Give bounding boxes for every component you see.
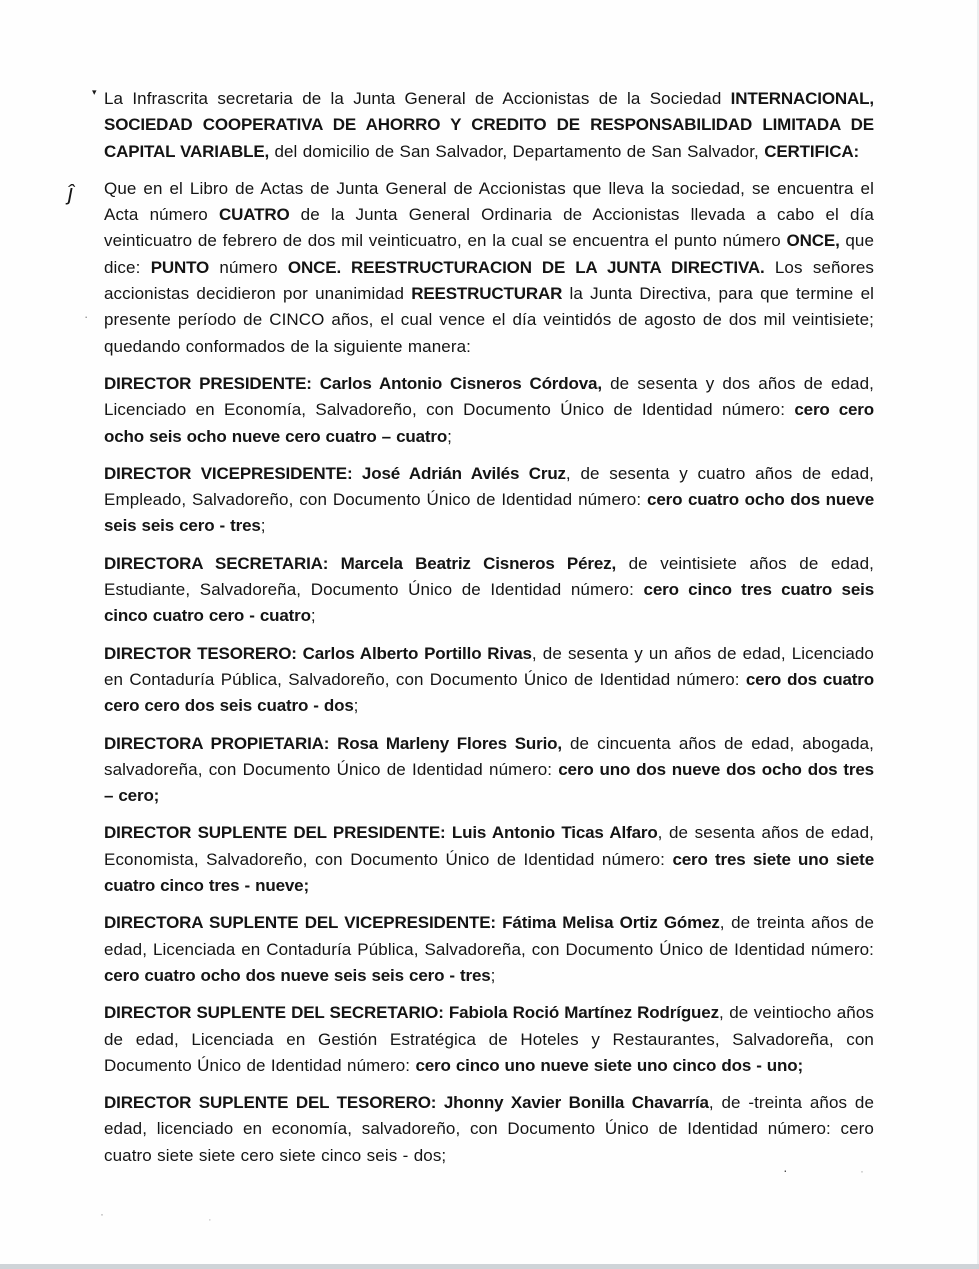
bold-text-run: DIRECTORA SUPLENTE DEL VICEPRESIDENTE: Fátima Melisa Ortiz Gómez	[104, 913, 720, 933]
bold-text-run: DIRECTOR TESORERO: Carlos Alberto Portillo Rivas	[104, 643, 532, 663]
bold-text-run: ONCE. REESTRUCTURACION DE LA JUNTA DIRECTIVA.	[287, 257, 765, 277]
text-run: de cincuenta años de edad, abogada, salvadoreña, con Documento Único de Identidad número:	[104, 733, 875, 779]
bold-text-run: DIRECTOR SUPLENTE DEL TESORERO: Jhonny Xavier Bonilla Chavarría	[104, 1093, 709, 1113]
text-run: ;	[353, 696, 359, 716]
text-run: ;	[447, 426, 452, 446]
bold-text-run: cero cuatro ocho dos nueve seis seis cero - tres	[104, 490, 875, 536]
text-run: , de sesenta y cuatro años de edad, Empleado, Salvadoreño, con Documento Único de Identidad número:	[104, 463, 874, 510]
paragraph	[104, 820, 874, 899]
bold-text-run: DIRECTOR SUPLENTE DEL PRESIDENTE: Luis Antonio Ticas Alfaro	[104, 823, 658, 843]
paragraph	[104, 1000, 874, 1079]
bold-text-run: ONCE,	[786, 231, 840, 251]
text-run: que dice:	[104, 231, 874, 277]
bold-text-run: DIRECTOR SUPLENTE DEL SECRETARIO: Fabiola Roció Martínez Rodríguez	[104, 1003, 719, 1023]
text-run: , de sesenta y un años de edad, Licenciado en Contaduría Pública, Salvadoreño, con Documento Único de Identidad número:	[104, 643, 874, 689]
bold-text-run: CERTIFICA:	[764, 141, 860, 161]
bold-text-run: DIRECTORA PROPIETARIA: Rosa Marleny Flores Surio,	[104, 733, 562, 753]
speck-mark: ·	[84, 309, 89, 324]
scan-edge-bottom	[0, 1264, 979, 1269]
speck-mark: ·	[100, 1207, 104, 1221]
bold-text-run: DIRECTOR PRESIDENTE: Carlos Antonio Cisneros Córdova,	[104, 373, 602, 393]
bold-text-run: REESTRUCTURAR	[411, 284, 563, 304]
text-run: del domicilio de San Salvador, Departamento de San Salvador,	[269, 141, 765, 161]
bold-text-run: DIRECTOR VICEPRESIDENTE: José Adrián Avilés Cruz	[104, 463, 566, 483]
text-run: La Infrascrita secretaria de la Junta General de Accionistas de la Sociedad	[104, 89, 731, 108]
paragraph	[104, 910, 874, 989]
pen-stroke-mark: ĵ	[68, 180, 73, 205]
document-body	[104, 86, 874, 1180]
text-run: , de veintiocho años de edad, Licenciada en Gestión Estratégica de Hoteles y Restaurantes, Salvadoreña, con Documento Único de Identidad número:	[104, 1003, 875, 1075]
bold-text-run: cero cinco tres cuatro seis cinco cuatro cero - cuatro	[104, 580, 874, 626]
paragraph	[104, 176, 874, 360]
bold-text-run: cero cero ocho seis ocho nueve cero cuatro – cuatro	[104, 400, 874, 446]
bold-text-run: PUNTO	[150, 257, 210, 277]
bold-text-run: cero cuatro ocho dos nueve seis seis cero - tres	[104, 965, 491, 985]
text-run: de veintisiete años de edad, Estudiante, Salvadoreña, Documento Único de Identidad número:	[104, 553, 874, 600]
speck-mark: ·	[860, 1164, 864, 1178]
text-run: Los señores accionistas decidieron por unanimidad	[104, 257, 875, 304]
text-run: número	[209, 257, 288, 277]
text-run: de la Junta General Ordinaria de Accionistas llevada a cabo el día veinticuatro de febrero de dos mil veinticuatro, en la cual se encuentra el punto número	[104, 205, 874, 251]
text-run: ;	[310, 606, 316, 626]
text-run: , de -treinta años de edad, licenciado en economía, salvadoreño, con Documento Único de Identidad número: cero cuatro siete siete cero siete cinco seis - dos;	[104, 1093, 874, 1165]
paragraph	[104, 1090, 874, 1169]
bold-text-run: cero dos cuatro cero cero dos seis cuatro - dos	[104, 669, 874, 716]
speck-mark: ·	[783, 1162, 788, 1178]
paragraph	[104, 86, 874, 165]
bold-text-run: cero uno dos nueve dos ocho dos tres – cero;	[104, 759, 874, 806]
text-run: ;	[260, 516, 266, 536]
text-run: Que en el Libro de Actas de Junta General de Accionistas que lleva la sociedad, se encuentra el Acta número	[104, 178, 874, 225]
text-run: ;	[490, 965, 496, 985]
text-run: , de sesenta años de edad, Economista, Salvadoreño, con Documento Único de Identidad número:	[104, 823, 874, 869]
bold-text-run: INTERNACIONAL, SOCIEDAD COOPERATIVA DE AHORRO Y CREDITO DE RESPONSABILIDAD LIMITADA DE CAPITAL VARIABLE,	[104, 89, 874, 161]
text-run: la Junta Directiva, para que termine el presente período de CINCO años, el cual vence el día veintidós de agosto de dos mil veintisiete; quedando conformados de la siguiente manera:	[104, 284, 874, 356]
paragraph	[104, 461, 874, 540]
paragraph	[104, 731, 874, 810]
paragraph	[104, 551, 874, 630]
paragraph	[104, 371, 874, 450]
speck-mark: ·	[208, 1214, 212, 1226]
bold-text-run: CUATRO	[218, 205, 290, 225]
bold-text-run: DIRECTORA SECRETARIA: Marcela Beatriz Cisneros Pérez,	[104, 553, 617, 573]
text-run: de sesenta y dos años de edad, Licenciado en Economía, Salvadoreño, con Documento Único de Identidad número:	[104, 373, 874, 420]
caret-pen-mark: ▾	[92, 87, 97, 97]
bold-text-run: cero cinco uno nueve siete uno cinco dos - uno;	[415, 1055, 803, 1075]
bold-text-run: cero tres siete uno siete cuatro cinco tres - nueve;	[104, 849, 874, 896]
paragraph	[104, 641, 874, 720]
text-run: , de treinta años de edad, Licenciada en Contaduría Pública, Salvadoreña, con Documento Único de Identidad número:	[104, 913, 875, 959]
